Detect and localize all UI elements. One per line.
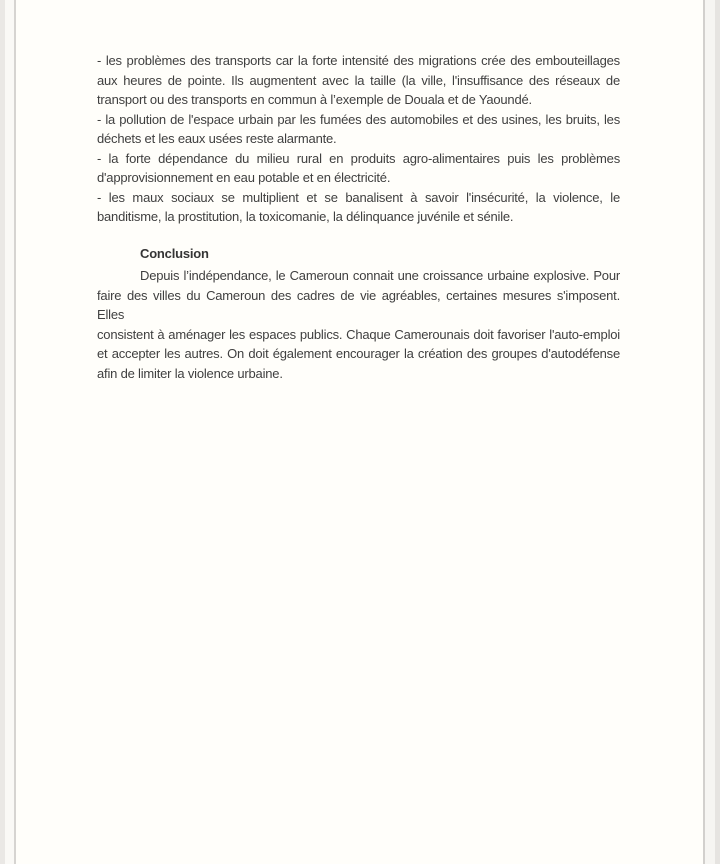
text-line: banditisme, la prostitution, la toxicomanie, la délinquance juvénile et sénile. <box>97 209 514 224</box>
text-line: - les problèmes des transports car la forte intensité des migrations crée des embouteillages <box>97 53 620 68</box>
bullet-pollution <box>97 110 620 149</box>
text-line: d'approvisionnement en eau potable et en électricité. <box>97 170 391 185</box>
conclusion-body <box>97 266 620 383</box>
text-line: déchets et les eaux usées reste alarmante. <box>97 131 337 146</box>
page-edge-right-strip <box>705 0 715 864</box>
document-content <box>97 0 620 383</box>
page-border-left-line <box>14 0 16 864</box>
text-line: consistent à aménager les espaces publics. Chaque Camerounais doit favoriser l'auto-emploi <box>97 326 620 342</box>
page-edge-left-strip <box>5 0 14 864</box>
bullet-maux-sociaux <box>97 188 620 227</box>
text-line: et accepter les autres. On doit également encourager la création des groupes d'autodéfense <box>97 346 620 361</box>
text-line: - la pollution de l'espace urbain par les fumées des automobiles et des usines, les bruits, les <box>97 111 620 127</box>
text-line: - la forte dépendance du milieu rural en produits agro-alimentaires puis les problèmes <box>97 150 620 166</box>
text-line: transport ou des transports en commun à l’exemple de Douala et de Yaoundé. <box>97 92 532 107</box>
text-line: Depuis l’indépendance, le Cameroun connait une croissance urbaine explosive. Pour <box>140 268 620 283</box>
conclusion-heading: Conclusion <box>140 245 209 261</box>
bullet-dependance <box>97 149 620 188</box>
bullet-transports <box>97 51 620 110</box>
text-line: - les maux sociaux se multiplient et se banalisent à savoir l'insécurité, la violence, le <box>97 189 620 205</box>
page-edge-right-outer <box>715 0 720 864</box>
text-line: faire des villes du Cameroun des cadres de vie agréables, certaines mesures s'imposent. Elles <box>97 287 620 322</box>
text-line: afin de limiter la violence urbaine. <box>97 365 283 381</box>
text-line: aux heures de pointe. Ils augmentent avec la taille (la ville, l'insuffisance des réseaux de <box>97 72 620 88</box>
